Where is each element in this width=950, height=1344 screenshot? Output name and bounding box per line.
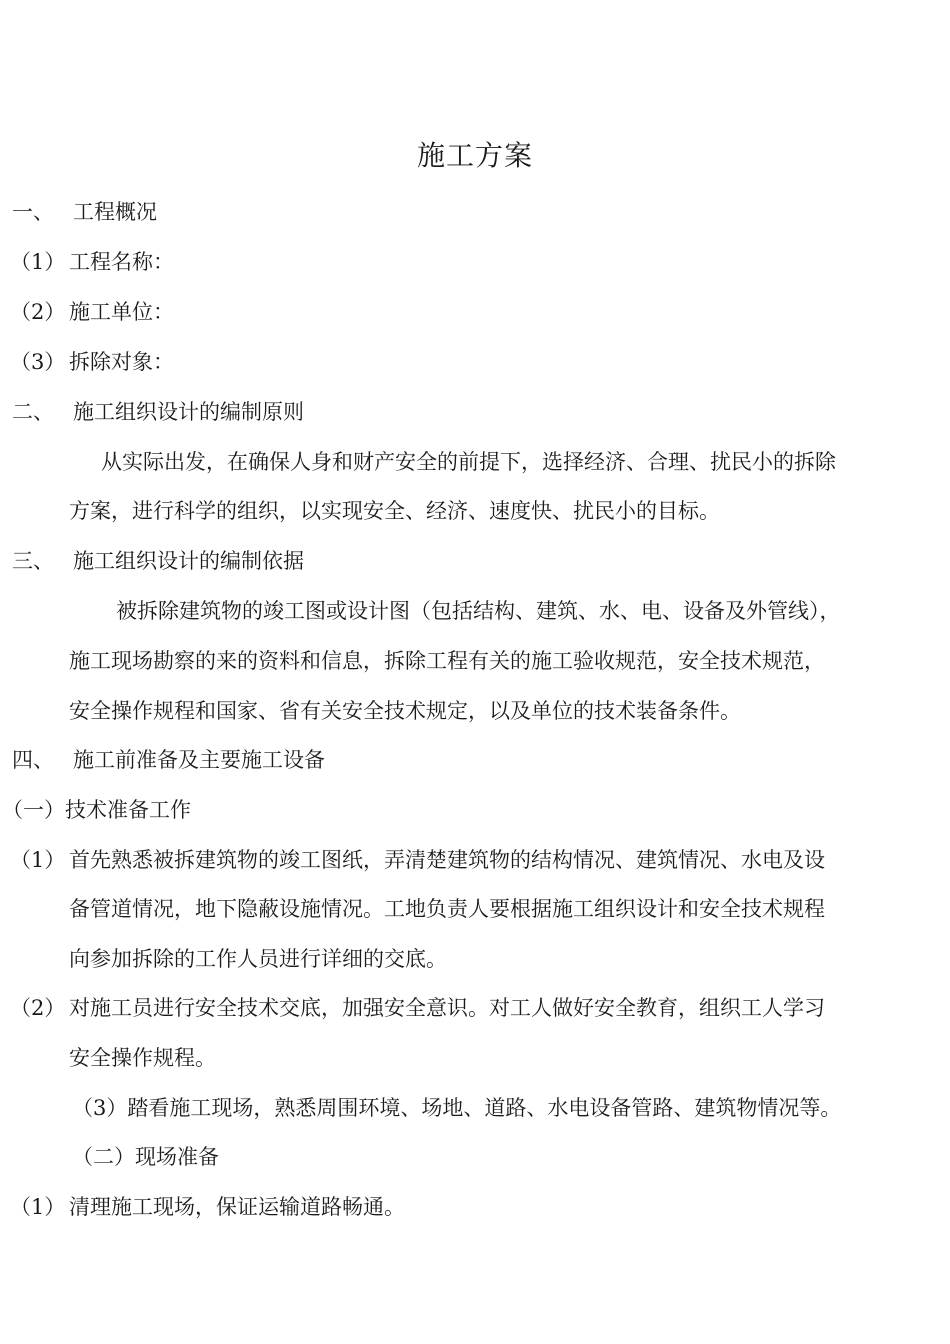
section-number: 二、: [12, 400, 54, 424]
list-item: [10, 1192, 405, 1222]
list-item: [10, 347, 174, 377]
item-number: （3）: [10, 350, 66, 374]
item-number: （1）: [10, 848, 66, 872]
section-number: 一、: [12, 200, 54, 224]
document-title: 施工方案: [416, 139, 533, 172]
section-number: 四、: [12, 748, 54, 772]
paragraph-line: 施工现场勘察的来的资料和信息，拆除工程有关的施工验收规范，安全技术规范，: [69, 649, 825, 673]
section-heading: [12, 397, 304, 427]
list-item: （3）踏看施工现场，熟悉周围环境、场地、道路、水电设备管路、建筑物情况等。: [72, 1096, 842, 1120]
item-text: 清理施工现场，保证运输道路畅通。: [69, 1195, 405, 1219]
section-title: 工程概况: [73, 200, 157, 224]
paragraph-line: 方案，进行科学的组织，以实现安全、经济、速度快、扰民小的目标。: [69, 499, 720, 523]
section-heading: [12, 745, 325, 775]
list-item: [10, 297, 174, 327]
item-text: 施工单位：: [69, 300, 174, 324]
list-item: [10, 247, 174, 277]
paragraph-line: 向参加拆除的工作人员进行详细的交底。: [69, 947, 447, 971]
paragraph-line: 备管道情况，地下隐蔽设施情况。工地负责人要根据施工组织设计和安全技术规程: [69, 897, 825, 921]
section-title: 施工组织设计的编制依据: [73, 549, 304, 573]
section-title: 施工前准备及主要施工设备: [73, 748, 325, 772]
item-text: 工程名称：: [69, 250, 174, 274]
section-title: 施工组织设计的编制原则: [73, 400, 304, 424]
paragraph-line: 安全操作规程和国家、省有关安全技术规定，以及单位的技术装备条件。: [69, 699, 741, 723]
paragraph-line: 从实际出发，在确保人身和财产安全的前提下，选择经济、合理、扰民小的拆除: [101, 450, 836, 474]
section-number: 三、: [12, 549, 54, 573]
item-number: （1）: [10, 250, 66, 274]
item-number: （1）: [10, 1195, 66, 1219]
item-number: （2）: [10, 300, 66, 324]
paragraph-line: 安全操作规程。: [69, 1046, 216, 1070]
list-item: [10, 845, 825, 875]
item-number: （2）: [10, 996, 66, 1020]
subsection-heading: （一）技术准备工作: [2, 798, 191, 822]
item-text: 拆除对象：: [69, 350, 174, 374]
subsection-heading: （二）现场准备: [72, 1145, 219, 1169]
section-heading: [12, 546, 304, 576]
paragraph-line: 被拆除建筑物的竣工图或设计图（包括结构、建筑、水、电、设备及外管线），: [116, 599, 841, 623]
section-heading: [12, 197, 157, 227]
item-text: 首先熟悉被拆建筑物的竣工图纸，弄清楚建筑物的结构情况、建筑情况、水电及设: [69, 848, 825, 872]
list-item: [10, 993, 825, 1023]
item-text: 对施工员进行安全技术交底，加强安全意识。对工人做好安全教育，组织工人学习: [69, 996, 825, 1020]
